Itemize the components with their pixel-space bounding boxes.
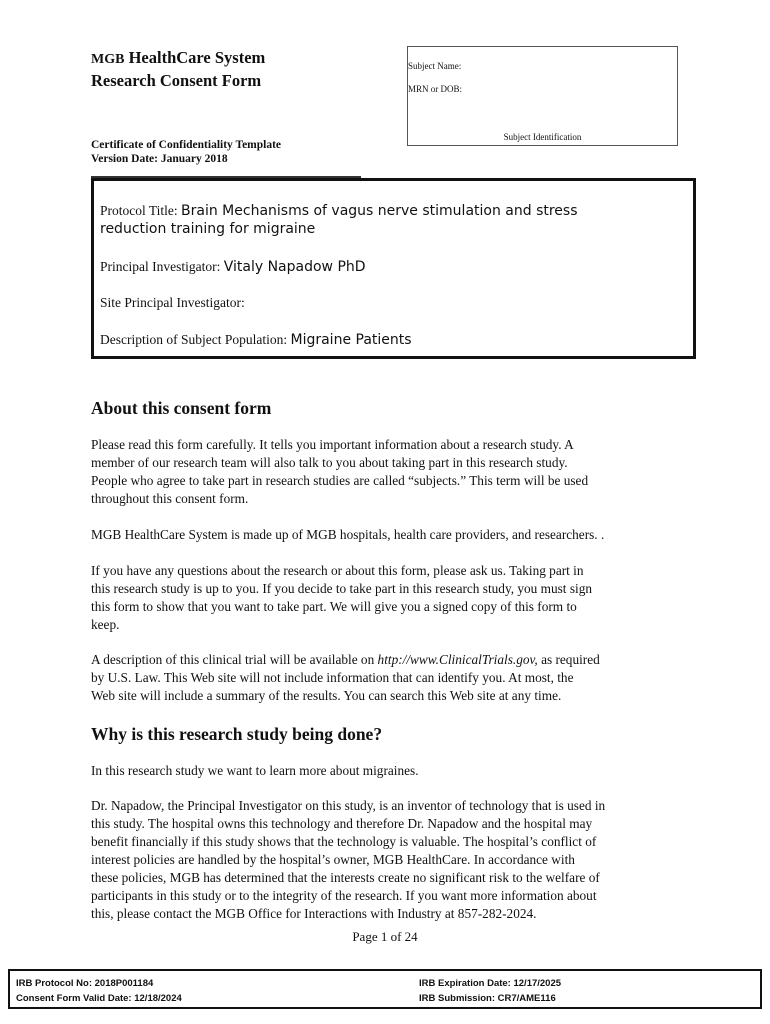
protocol-title-cont: reduction training for migraine: [100, 221, 316, 237]
why-paragraph-2: Dr. Napadow, the Principal Investigator on this study, is an inventor of technology that is used in this study. The hospital owns this technology and therefore Dr. Napadow and the hospital may benefit financially if this study shows that the technology is valuable. The hospital’s conflict of interest policies are handled by the hospital’s owner, MGB HealthCare. In accordance with these policies, MGB has determined that the interests create no significant risk to the welfare of participants in this study or to the integrity of the research. If you want more information about this, please contact the MGB Office for Interactions with Industry at 857-282-2024.: [91, 798, 606, 921]
template-info: [91, 138, 281, 166]
version-date: Version Date: January 2018: [91, 153, 228, 165]
form-title: Research Consent Form: [91, 71, 262, 90]
clinicaltrials-link[interactable]: http://www.ClinicalTrials.gov,: [377, 652, 538, 667]
mrn-dob-label: MRN or DOB:: [408, 84, 463, 94]
protocol-info-box: [91, 178, 696, 359]
subject-identification-label: Subject Identification: [503, 132, 582, 142]
subject-population: Description of Subject Population: Migraine Patients: [100, 332, 412, 348]
site-principal-investigator: Site Principal Investigator:: [100, 295, 245, 310]
about-paragraph-1: Please read this form carefully. It tells you important information about a research study. A member of our research team will also talk to you about taking part in this research study. People who agree to take part in research studies are called “subjects.” This term will be used throughout this consent form.: [91, 437, 589, 506]
subject-identification-box: [407, 46, 678, 146]
why-heading: Why is this research study being done?: [91, 724, 383, 744]
irb-expiration-date: IRB Expiration Date: 12/17/2025: [419, 978, 562, 989]
about-paragraph-2: MGB HealthCare System is made up of MGB hospitals, health care providers, and researchers. .: [91, 527, 605, 542]
org-name: MGB HealthCare System: [91, 48, 266, 67]
irb-submission: IRB Submission: CR7/AME116: [419, 993, 556, 1004]
about-paragraph-3: If you have any questions about the research or about this form, please ask us. Taking part in this research study is up to you. If you decide to take part in this research study, you must sign this form to show that you want to take part. We will give you a signed copy of this form to keep.: [91, 563, 592, 632]
about-heading: About this consent form: [91, 398, 272, 418]
principal-investigator: Principal Investigator: Vitaly Napadow PhD: [100, 259, 366, 275]
irb-protocol-no: IRB Protocol No: 2018P001184: [16, 978, 154, 989]
protocol-title: Protocol Title: Brain Mechanisms of vagus nerve stimulation and stress: [100, 203, 578, 219]
page-number: Page 1 of 24: [352, 929, 418, 944]
template-name: Certificate of Confidentiality Template: [91, 139, 282, 151]
form-header: [91, 47, 265, 91]
consent-valid-date: Consent Form Valid Date: 12/18/2024: [16, 993, 182, 1004]
protocol-title-value: Brain Mechanisms of vagus nerve stimulation and stress: [181, 203, 578, 219]
why-paragraph-1: In this research study we want to learn more about migraines.: [91, 763, 419, 778]
principal-investigator-value: Vitaly Napadow PhD: [223, 259, 366, 275]
about-paragraph-4: A description of this clinical trial will be available on http://www.ClinicalTrials.gov, as required by U.S. Law. This Web site will not include information that can identify you. At most, the Web site will include a summary of the results. You can search this Web site at any time.: [91, 652, 600, 703]
irb-footer: [8, 969, 762, 1009]
subject-name-label: Subject Name:: [408, 61, 462, 71]
subject-population-value: Migraine Patients: [290, 332, 412, 348]
